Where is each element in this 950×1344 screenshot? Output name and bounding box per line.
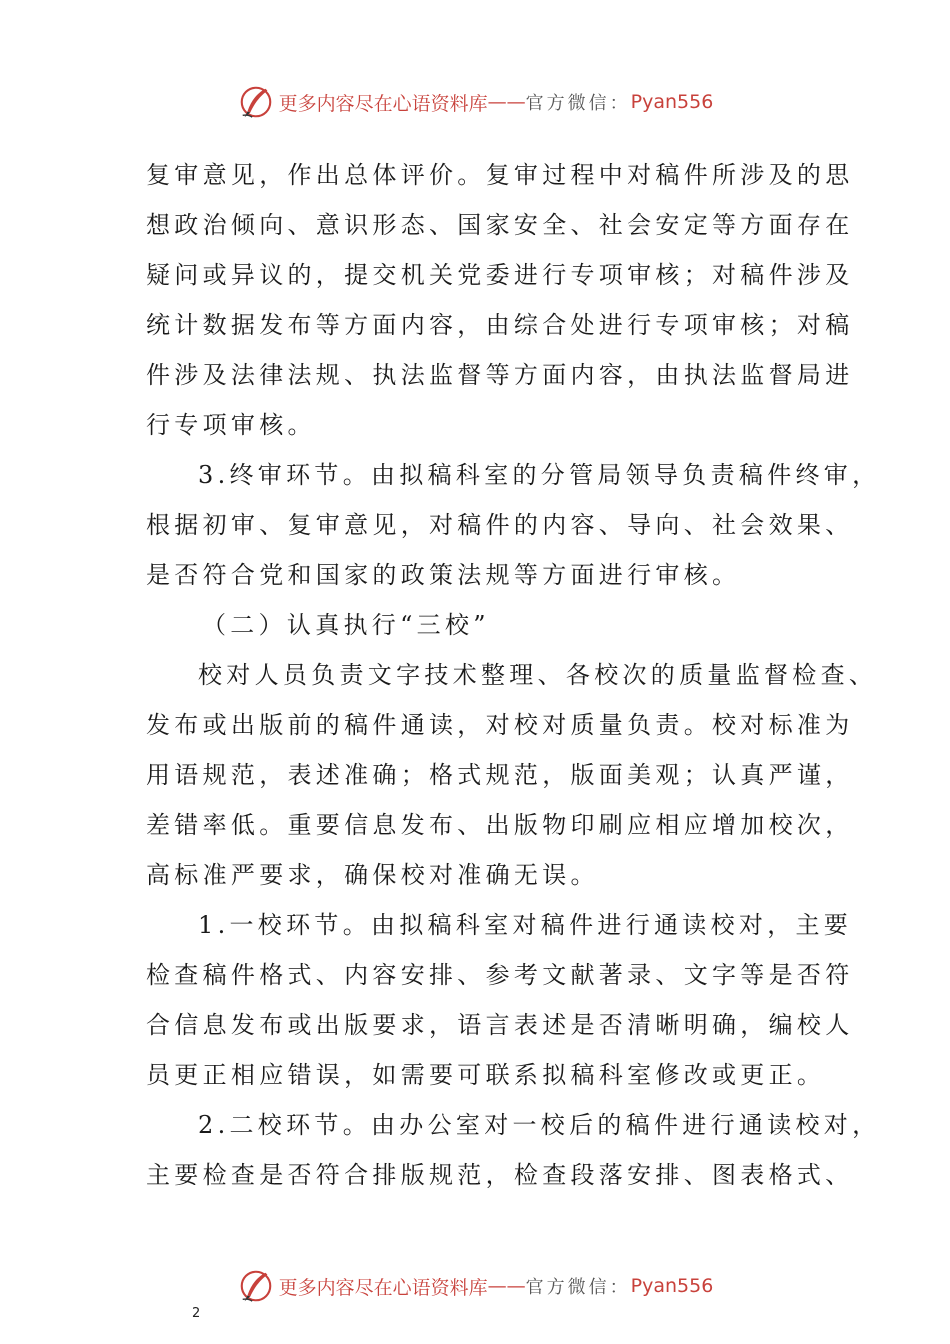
banner-wechat-label: 官方微信： (525, 1277, 631, 1298)
body-line: 根据初审、复审意见，对稿件的内容、导向、社会效果、 (146, 511, 854, 539)
document-body (146, 150, 881, 1200)
body-line: 员更正相应错误，如需要可联系拟稿科室修改或更正。 (146, 1061, 826, 1089)
quill-pen-logo-icon (237, 83, 275, 121)
section-heading-three-proofreads: （二）认真执行“三校” (202, 611, 490, 639)
body-line: 行专项审核。 (146, 411, 316, 439)
body-line: 主要检查是否符合排版规范，检查段落安排、图表格式、 (146, 1161, 854, 1189)
footer-watermark-banner (0, 1266, 950, 1306)
body-line: 发布或出版前的稿件通读，对校对质量负责。校对标准为 (146, 711, 854, 739)
body-line: 统计数据发布等方面内容，由综合处进行专项审核；对稿 (146, 311, 854, 339)
paragraph-first-proofread: 1.一校环节。由拟稿科室对稿件进行通读校对，主要 (198, 911, 853, 939)
banner-wechat-label: 官方微信： (525, 93, 631, 114)
header-watermark-banner (0, 82, 950, 122)
paragraph-proofreaders: 校对人员负责文字技术整理、各校次的质量监督检查、 (198, 661, 878, 689)
body-line: 用语规范，表述准确；格式规范，版面美观；认真严谨， (146, 761, 854, 789)
body-line: 件涉及法律法规、执法监督等方面内容，由执法监督局进 (146, 361, 854, 389)
body-line: 高标准严要求，确保校对准确无误。 (146, 861, 599, 889)
quill-pen-logo-icon (237, 1267, 275, 1305)
body-line: 合信息发布或出版要求，语言表述是否清晰明确，编校人 (146, 1011, 854, 1039)
body-line: 想政治倾向、意识形态、国家安全、社会安定等方面存在 (146, 211, 854, 239)
banner-wechat-id: Pyan556 (630, 91, 714, 113)
page-number: 2 (192, 1306, 201, 1321)
paragraph-final-review: 3.终审环节。由拟稿科室的分管局领导负责稿件终审， (198, 461, 881, 489)
banner-separator: —— (487, 91, 526, 113)
banner-wechat-id: Pyan556 (630, 1275, 714, 1297)
banner-main-text: 更多内容尽在心语资料库 (278, 1276, 488, 1299)
body-line: 差错率低。重要信息发布、出版物印刷应相应增加校次， (146, 811, 854, 839)
body-line: 检查稿件格式、内容安排、参考文献著录、文字等是否符 (146, 961, 854, 989)
paragraph-second-proofread: 2.二校环节。由办公室对一校后的稿件进行通读校对， (198, 1111, 881, 1139)
banner-main-text: 更多内容尽在心语资料库 (278, 92, 488, 115)
body-line: 是否符合党和国家的政策法规等方面进行审核。 (146, 561, 741, 589)
banner-separator: —— (487, 1275, 526, 1297)
body-line: 复审意见，作出总体评价。复审过程中对稿件所涉及的思 (146, 161, 854, 189)
body-line: 疑问或异议的，提交机关党委进行专项审核；对稿件涉及 (146, 261, 854, 289)
